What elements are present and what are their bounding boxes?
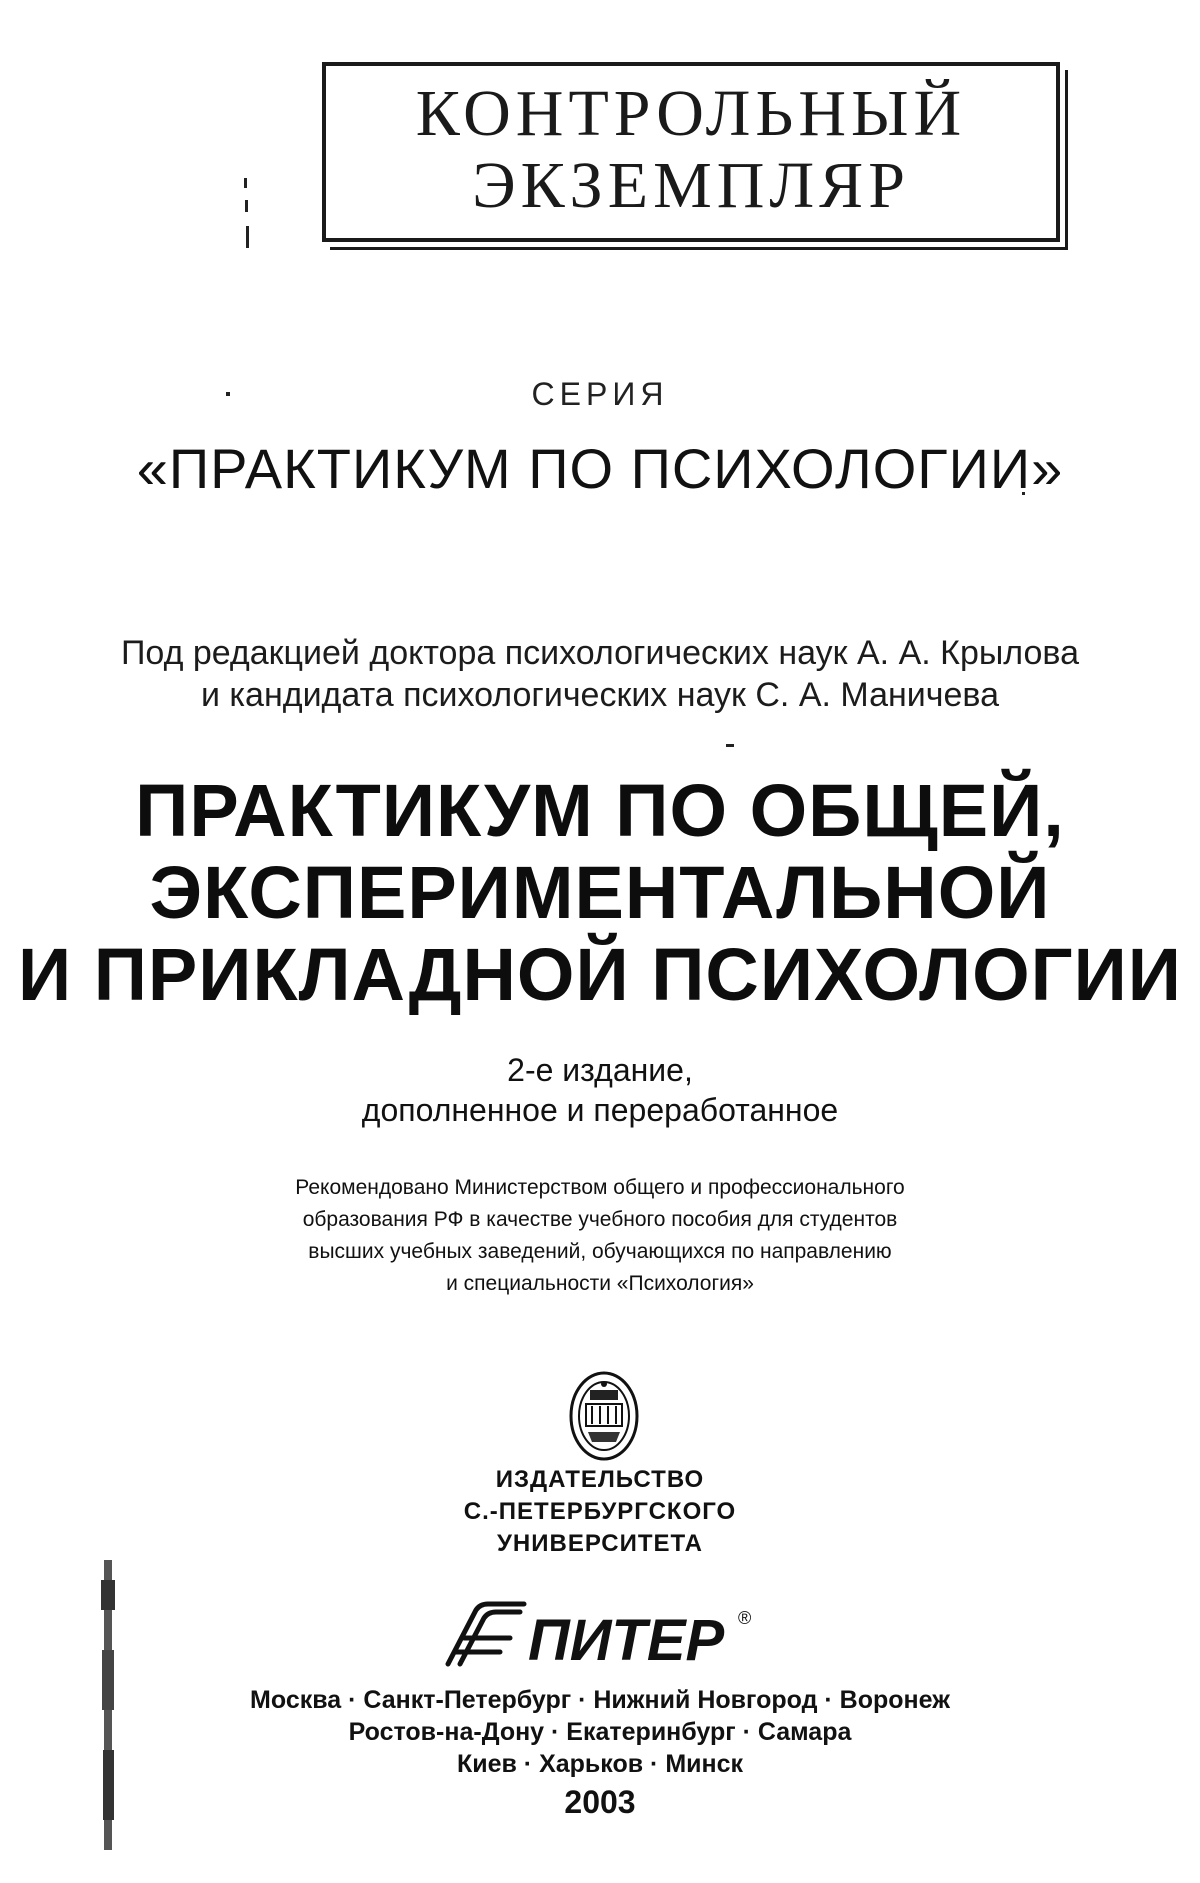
ministry-recommendation [0,1172,1200,1300]
publication-year: 2003 [564,1784,636,1820]
binding-edge-mark [98,1560,120,1850]
recommendation-line-3: высших учебных заведений, обучающихся по направлению [308,1240,892,1263]
cities-line-1: Москва · Санкт-Петербург · Нижний Новгород · Воронеж [250,1686,950,1714]
publisher-cities [0,1684,1200,1780]
publisher-line-1: ИЗДАТЕЛЬСТВО [495,1466,705,1493]
edition-info [0,1050,1200,1130]
university-seal-icon [568,1370,640,1462]
scan-speck [246,226,249,248]
publisher-line-3: УНИВЕРСИТЕТА [497,1530,703,1557]
editors-credit [0,632,1200,716]
publisher-name [0,1464,1200,1560]
series-name: «ПРАКТИКУМ ПО ПСИХОЛОГИИ» [136,437,1064,500]
scan-speck [244,178,247,188]
title-line-1: ПРАКТИКУМ ПО ОБЩЕЙ, [135,769,1065,852]
scan-speck [726,744,734,747]
edition-line-1: 2-е издание, [507,1052,693,1088]
cities-line-3: Киев · Харьков · Минск [456,1750,744,1778]
book-title [0,770,1200,1016]
editors-line-1: Под редакцией доктора психологических наук А. А. Крылова [120,634,1080,672]
piter-logo-icon [440,1598,760,1674]
piter-logo-text: ПИТЕР [528,1608,725,1673]
publisher-line-2: С.-ПЕТЕРБУРГСКОГО [463,1498,737,1525]
title-line-2: ЭКСПЕРИМЕНТАЛЬНОЙ [149,851,1051,934]
registered-mark: ® [738,1608,752,1628]
recommendation-line-4: и специальности «Психология» [446,1272,754,1295]
editors-line-2: и кандидата психологических наук С. А. Маничева [200,676,999,714]
series-label: СЕРИЯ [531,376,669,412]
cities-line-2: Ростов-на-Дону · Екатеринбург · Самара [348,1718,852,1746]
title-line-3: И ПРИКЛАДНОЙ ПСИХОЛОГИИ [17,933,1182,1016]
stamp-line-2: ЭКЗЕМПЛЯР [472,149,910,222]
stamp-line-1: КОНТРОЛЬНЫЙ [415,77,967,150]
recommendation-line-1: Рекомендовано Министерством общего и профессионального [295,1176,905,1199]
edition-line-2: дополненное и переработанное [361,1092,839,1128]
recommendation-line-2: образования РФ в качестве учебного пособия для студентов [302,1208,898,1231]
scan-speck [245,200,248,212]
control-copy-stamp [322,62,1060,242]
